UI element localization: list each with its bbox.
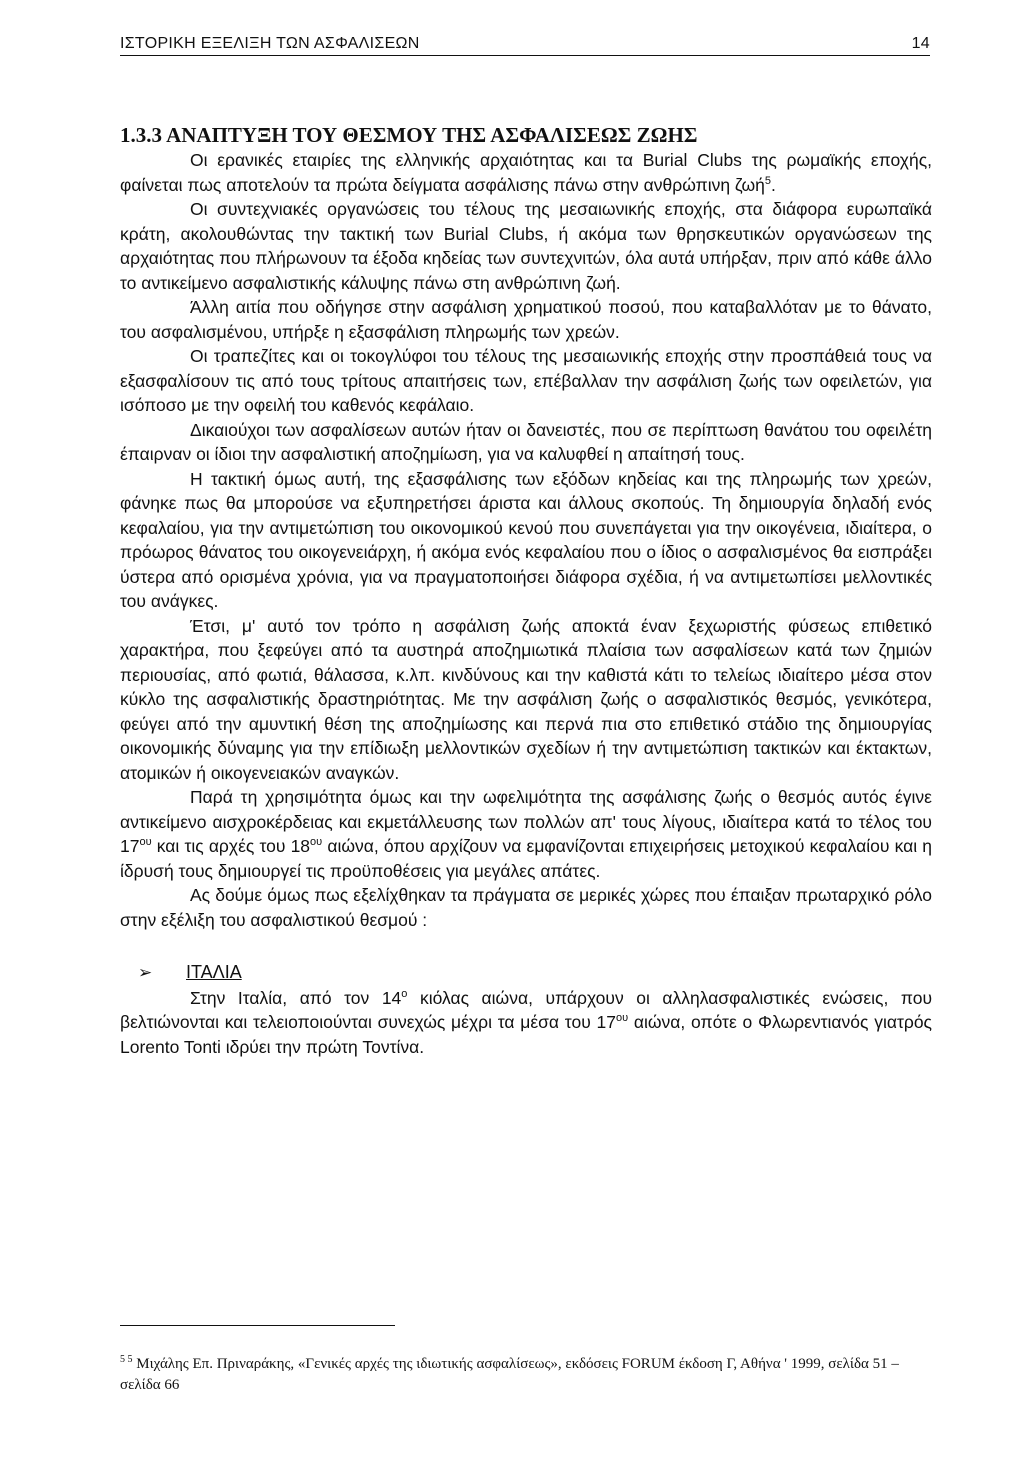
paragraph-8-part-b: και τις αρχές του 18 (151, 836, 311, 856)
running-header (120, 31, 930, 56)
ordinal-superscript-14: ο (401, 987, 408, 1000)
ordinal-superscript-17: ου (139, 836, 152, 849)
page-number: 14 (911, 35, 930, 52)
footnote-divider (120, 1325, 395, 1326)
paragraph-8-part-a: Παρά τη χρησιμότητα όμως και την ωφελιμότητα της ασφάλισης ζωής ο θεσμός αυτός έγινε αντικείμενο αισχροκέρδειας και εκμετάλλευσης των πολλών απ' τους λίγους, ιδιαίτερα κατά το τέλος του 17 (120, 787, 932, 856)
ordinal-superscript-18: ου (310, 836, 323, 849)
running-title: ΙΣΤΟΡΙΚΗ ΕΞΕΛΙΞΗ ΤΩΝ ΑΣΦΑΛΙΣΕΩΝ (120, 35, 420, 52)
paragraph-6: Η τακτική όμως αυτή, της εξασφάλισης των εξόδων κηδείας και της πληρωμής των χρεών, φάνηκε πως θα μπορούσε να εξυπηρετήσει άριστα και άλλους σκοπούς. Τη δημιουργία δηλαδή ενός κεφαλαίου, για την αντιμετώπιση του οικονομικού κενού που συνεπάγεται για την οικογένεια, ιδιαίτερα, ο πρόωρος θάνατος του οικογενειάρχη, ή ακόμα ενός κεφαλαίου που ο ίδιος ο ασφαλισμένος θα εισπράξει ύστερα από ορισμένα χρόνια, για να πραγματοποιήσει διάφορα σχέδια, ή να αντιμετωπίσει μελλοντικές του ανάγκες. (120, 468, 932, 611)
footnote-text: Μιχάλης Επ. Πριναράκης, «Γενικές αρχές της ιδιωτικής ασφαλίσεως», εκδόσεις FORUM έκδοση Γ, Αθήνα ' 1999, σελίδα 51 – σελίδα 66 (120, 1356, 899, 1393)
paragraph-1-end: . (771, 174, 776, 195)
paragraph-8 (120, 785, 932, 883)
footnote-reference: 5 (764, 174, 771, 187)
italy-text-c: αιώνα, οπότε ο Φλωρεντιανός γιατρός Lorento Tonti ιδρύει την πρώτη Τοντίνα. (120, 1012, 932, 1057)
paragraph-2: Οι συντεχνιακές οργανώσεις του τέλους της μεσαιωνικής εποχής, στα διάφορα ευρωπαϊκά κράτη, ακολουθώντας την τακτική των Burial Clubs, ή ακόμα των θρησκευτικών οργανώσεων της αρχαιότητας που πλήρωνουν τα έξοδα κηδείας των συντεχνιτών, όλα αυτά υπήρξαν, πριν από κάθε άλλο το αντικείμενο ασφαλιστικής κάλυψης πάνω στη ανθρώπινη ζωή. (120, 199, 932, 293)
italy-paragraph (120, 986, 932, 1060)
paragraph-5: Δικαιούχοι των ασφαλίσεων αυτών ήταν οι δανειστές, που σε περίπτωση θανάτου του οφειλέτη έπαιρναν οι ίδιοι την ασφαλιστική αποζημίωση, για να καλυφθεί η απαίτησή τους. (120, 419, 932, 464)
paragraph-4: Οι τραπεζίτες και οι τοκογλύφοι του τέλους της μεσαιωνικής εποχής στην προσπάθειά τους να εξασφαλίσουν τις από τους τρίτους απαιτήσεις των, επέβαλλαν την ασφάλιση ζωής των οφειλετών, για ισόποσο με την οφειλή του καθενός κεφάλαιο. (120, 346, 932, 415)
arrow-bullet-icon: ➢ (138, 963, 153, 982)
italy-title: ΙΤΑΛΙΑ (186, 962, 242, 982)
italy-subheading (120, 960, 932, 986)
paragraph-7: Έτσι, μ' αυτό τον τρόπο η ασφάλιση ζωής αποκτά έναν ξεχωριστής φύσεως επιθετικό χαρακτήρα, που ξεφεύγει από τα αυστηρά αποζημιωτικά πλαίσια των ασφαλίσεων κατά των ζημιών περιουσίας, από φωτιά, θάλασσα, κ.λπ. κινδύνους και την καθιστά κάτι το τελείως ιδιαίτερο μέσα στον κύκλο της ασφαλιστικής δραστηριότητας. Με την ασφάλιση ζωής ο ασφαλιστικός θεσμός, γενικότερα, φεύγει από την αμυντική θέση της αποζημίωσης και περνά πια στο επιθετικό στάδιο της δημιουργίας οικονομικής δύναμης για την επίδιωξη μελλοντικών σχεδίων ή την αντιμετώπιση τακτικών και έκτακτων, ατομικών ή οικογενειακών αναγκών. (120, 615, 932, 783)
italy-text-b: κιόλας αιώνα, υπάρχουν οι αλληλασφαλιστικές ενώσεις, που βελτιώνονται και τελειοποιούνται συνεχώς μέχρι τα μέσα του 17 (120, 987, 933, 1032)
italy-text-a: Στην Ιταλία, από τον 14 (190, 987, 402, 1008)
footnote-marker: 5 5 (120, 1354, 133, 1365)
footnote (120, 1354, 930, 1396)
section-heading: 1.3.3 ΑΝΑΠΤΥΞΗ ΤΟΥ ΘΕΣΜΟΥ ΤΗΣ ΑΣΦΑΛΙΣΕΩΣ ΖΩΗΣ (120, 123, 698, 147)
paragraph-1-text: Οι ερανικές εταιρίες της ελληνικής αρχαιότητας και τα Burial Clubs της ρωμαϊκής εποχής, φαίνεται πως αποτελούν τα πρώτα δείγματα ασφάλισης πάνω στην ανθρώπινη ζωή (120, 150, 932, 195)
paragraph-1 (120, 148, 932, 197)
paragraph-9: Ας δούμε όμως πως εξελίχθηκαν τα πράγματα σε μερικές χώρες που έπαιξαν πρωταρχικό ρόλο στην εξέλιξη του ασφαλιστικού θεσμού : (120, 885, 932, 930)
ordinal-superscript-17-italy: ου (615, 1012, 629, 1025)
main-content (120, 122, 932, 1059)
paragraph-8-part-c: αιώνα, όπου αρχίζουν να εμφανίζονται επιχειρήσεις μετοχικού κεφαλαίου και η ίδρυσή τους δημιουργεί τις προϋποθέσεις για μεγάλες απάτες. (120, 836, 932, 881)
paragraph-3: Άλλη αιτία που οδήγησε στην ασφάλιση χρηματικού ποσού, που καταβαλλόταν με το θάνατο, του ασφαλισμένου, υπήρξε η εξασφάλιση πληρωμής των χρεών. (120, 297, 932, 342)
